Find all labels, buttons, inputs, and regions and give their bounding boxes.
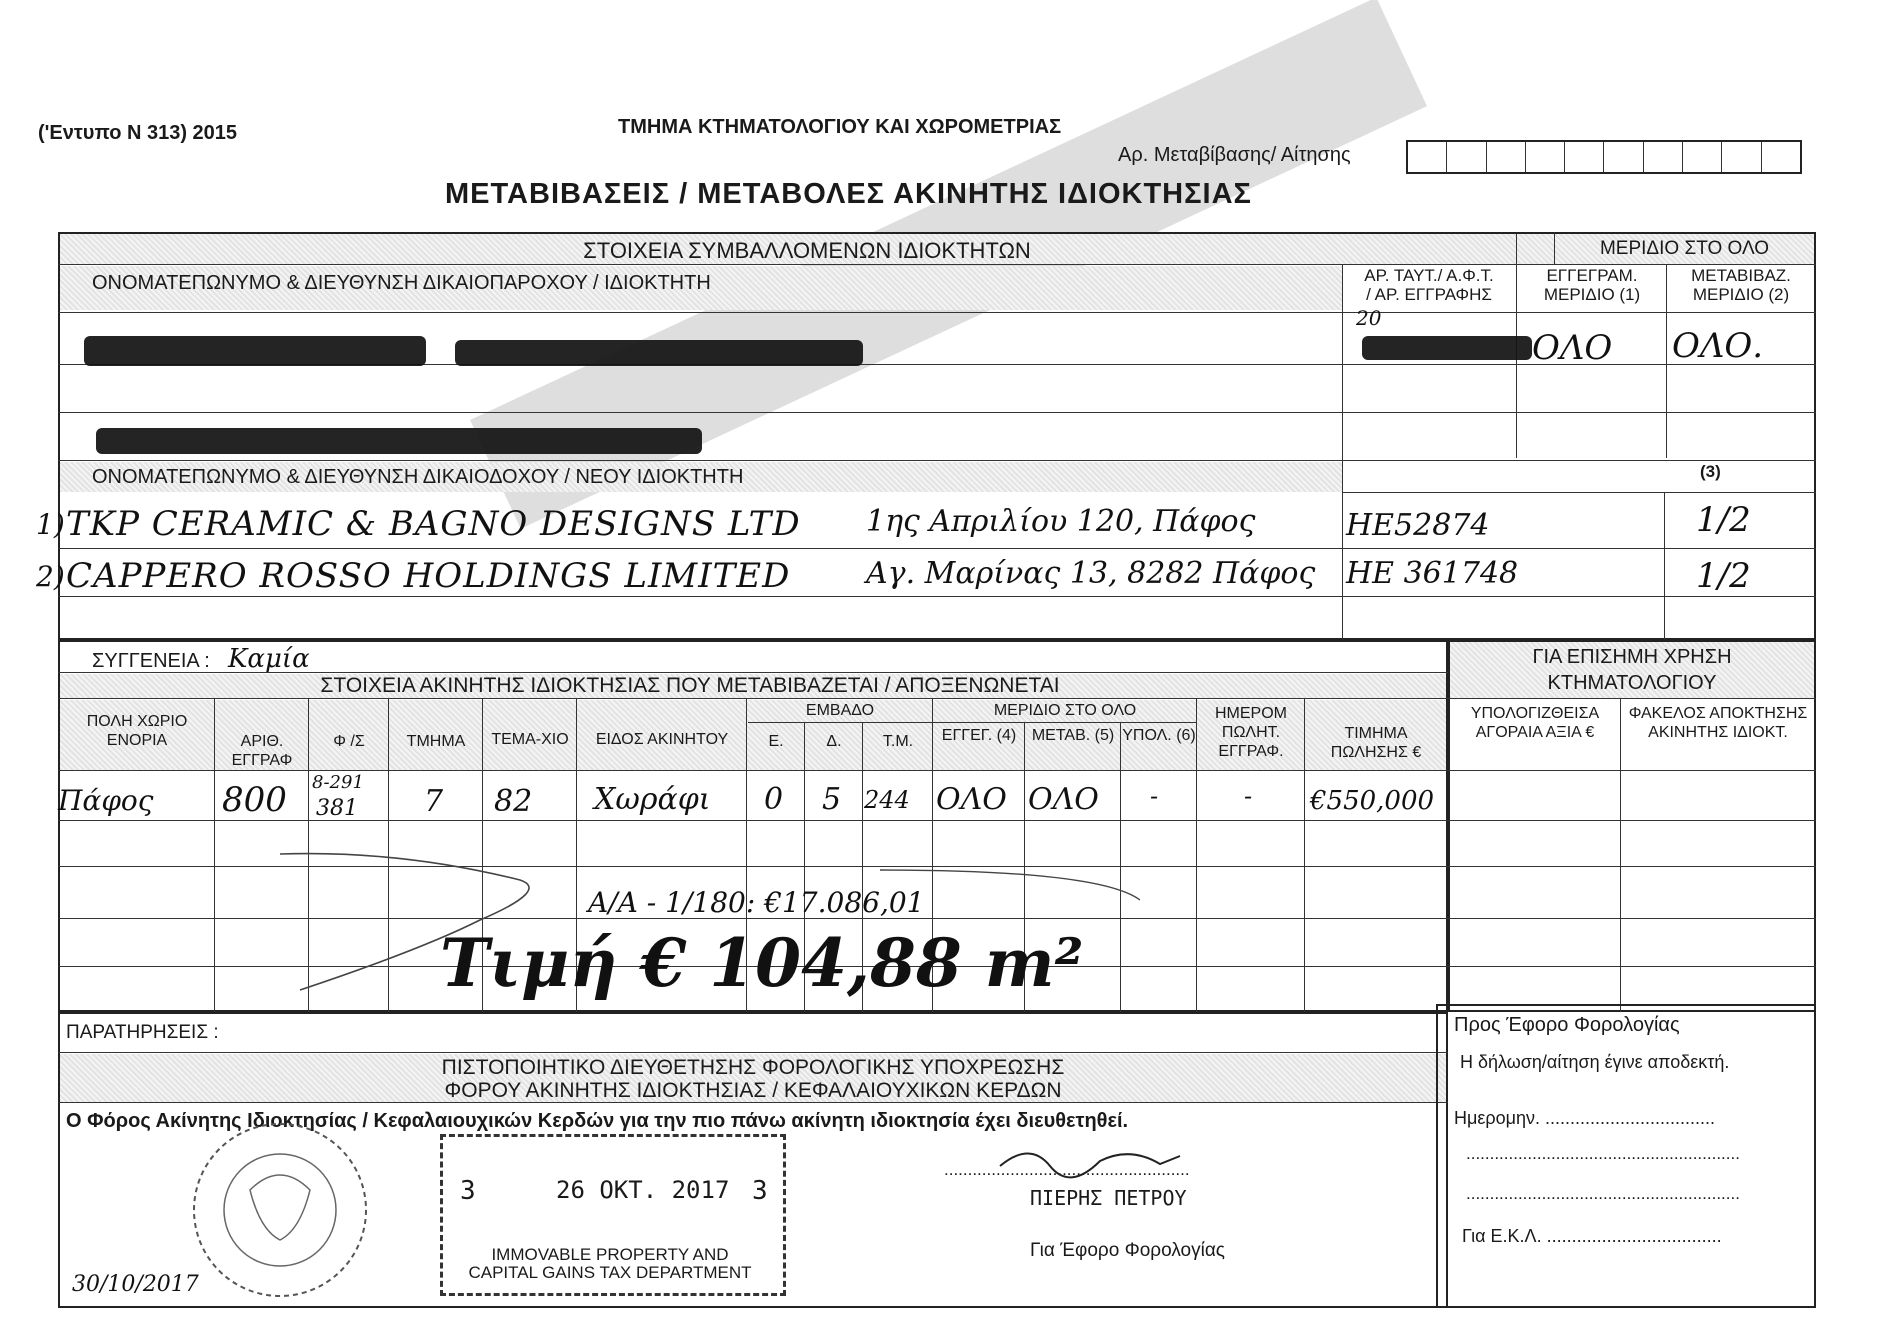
col-share-reg: ΕΓΓΕΓ. (4)	[941, 727, 1017, 744]
kinship-value: Καμία	[228, 644, 310, 674]
transfer-number-label: Αρ. Μεταβίβασης/ Αίτησης	[1118, 144, 1351, 166]
seller-id-partial: 20	[1356, 306, 1382, 330]
col-plot: ΤΕΜΑ-ΧΙΟ	[491, 731, 569, 748]
buyer-1-id: ΗΕ52874	[1346, 508, 1490, 543]
signatory-name: ΠΙΕΡΗΣ ΠΕΤΡΟΥ	[1030, 1186, 1187, 1210]
department-name: ΤΜΗΜΑ ΚΤΗΜΑΤΟΛΟΓΙΟΥ ΚΑΙ ΧΩΡΟΜΕΤΡΙΑΣ	[618, 116, 1062, 138]
col-sheet-plan: Φ /Σ	[333, 733, 365, 750]
property-share-trans: ΟΛΟ	[1028, 782, 1099, 817]
stamp-date: 26 ΟΚΤ. 2017	[556, 1176, 730, 1204]
property-area-d: 5	[822, 782, 842, 817]
property-type: Χωράφι	[594, 782, 711, 817]
property-sale-date: -	[1244, 782, 1253, 810]
price-per-sqm-note: Τιμή € 104,88 m²	[440, 924, 1084, 1002]
buyer-2-name: CAPPERO ROSSO HOLDINGS LIMITED	[66, 556, 791, 596]
property-reg-no: 800	[222, 780, 287, 820]
seller-header: ΟΝΟΜΑΤΕΠΩΝΥΜΟ & ΔΙΕΥΘΥΝΣΗ ΔΙΚΑΙΟΠΑΡΟΧΟΥ / ΙΔΙΟΚΤΗΤΗ	[92, 272, 711, 294]
acquisition-file-header: ΦΑΚΕΛΟΣ ΑΠΟΚΤΗΣΗΣ ΑΚΙΝΗΤΗΣ ΙΔΙΟΚΤ.	[1628, 705, 1808, 741]
eka-field: Για Ε.Κ.Λ. ...................................	[1462, 1226, 1722, 1246]
property-sale-price: €550,000	[1310, 786, 1435, 816]
market-value-header: ΥΠΟΛΟΓΙΖΘΕΙΣΑ ΑΓΟΡΑΙΑ ΑΞΙΑ €	[1470, 705, 1600, 741]
certificate-statement: Ο Φόρος Ακίνητης Ιδιοκτησίας / Κεφαλαιουχικών Κερδών για την πιο πάνω ακίνητη ιδιοκτησία έχει διευθετηθεί.	[66, 1110, 1129, 1132]
property-area-tm: 244	[864, 786, 910, 814]
property-sheet: 8-291	[312, 772, 364, 793]
col-area-e: Ε.	[768, 733, 784, 750]
buyer-2-id: ΗΕ 361748	[1346, 556, 1519, 591]
redacted-seller-name-2	[455, 340, 863, 366]
buyer-2-address: Αγ. Μαρίνας 13, 8282 Πάφος	[866, 556, 1316, 591]
redacted-seller-address	[96, 428, 702, 454]
area-header: ΕΜΒΑΔΟ	[805, 702, 875, 719]
property-note-line: Α/Α - 1/180: €17.086,01	[588, 886, 925, 919]
property-city: Πάφος	[58, 784, 154, 817]
accepted-statement: Η δήλωση/αίτηση έγινε αποδεκτή.	[1460, 1052, 1730, 1072]
col-block: ΤΜΗΜΑ	[406, 733, 466, 750]
buyer-header: ΟΝΟΜΑΤΕΠΩΝΥΜΟ & ΔΙΕΥΘΥΝΣΗ ΔΙΚΑΙΟΔΟΧΟΥ / ΝΕΟΥ ΙΔΙΟΚΤΗΤΗ	[92, 466, 744, 488]
col-area-tm: Τ.Μ.	[882, 733, 914, 750]
seller-registered-share: ΟΛΟ	[1532, 328, 1613, 368]
seller-transferred-share: ΟΛΟ.	[1672, 326, 1764, 366]
col-share-calc: ΥΠΟΛ. (6)	[1122, 727, 1196, 744]
signatory-role: Για Έφορο Φορολογίας	[1030, 1240, 1225, 1261]
id-header: ΑΡ. ΤΑΥΤ./ Α.Φ.Τ. / ΑΡ. ΕΓΓΡΑΦΗΣ	[1364, 266, 1494, 304]
registered-share-header: ΕΓΓΕΓΡΑΜ. ΜΕΡΙΔΙΟ (1)	[1543, 266, 1641, 304]
property-block: 7	[424, 784, 444, 819]
property-section-title: ΣΤΟΙΧΕΙΑ ΑΚΙΝΗΤΗΣ ΙΔΙΟΚΤΗΣΙΑΣ ΠΟΥ ΜΕΤΑΒΙΒΑΖΕΤΑΙ / ΑΠΟΞΕΝΩΝΕΤΑΙ	[320, 674, 1060, 697]
remarks-label: ΠΑΡΑΤΗΡΗΣΕΙΣ :	[66, 1022, 219, 1043]
property-share-reg: ΟΛΟ	[936, 782, 1007, 817]
officer-date-field: Ημερομην. ..................................	[1454, 1108, 1716, 1128]
official-use-title: ΓΙΑ ΕΠΙΣΗΜΗ ΧΡΗΣΗ ΚΤΗΜΑΤΟΛΟΓΙΟΥ	[1532, 646, 1732, 694]
property-share-calc: -	[1150, 782, 1159, 810]
stamp-number-left: 3	[460, 1176, 476, 1206]
transferred-share-header: ΜΕΤΑΒΙΒΑΖ. ΜΕΡΙΔΙΟ (2)	[1691, 266, 1791, 304]
col-property-type: ΕΙΔΟΣ ΑΚΙΝΗΤΟΥ	[595, 731, 729, 748]
col-share-trans: ΜΕΤΑΒ. (5)	[1031, 727, 1115, 744]
buyer-1-address: 1ης Απριλίου 120, Πάφος	[866, 504, 1256, 539]
officer-line-1: ..........................................................	[1466, 1144, 1740, 1163]
form-title: ΜΕΤΑΒΙΒΑΣΕΙΣ / ΜΕΤΑΒΟΛΕΣ ΑΚΙΝΗΤΗΣ ΙΔΙΟΚΤΗΣΙΑΣ	[445, 178, 1252, 210]
handwritten-date: 30/10/2017	[72, 1272, 199, 1297]
form-code: ('Εντυπο Ν 313) 2015	[38, 122, 238, 144]
col-area-d: Δ.	[826, 733, 842, 750]
certificate-title: ΠΙΣΤΟΠΟΙΗΤΙΚΟ ΔΙΕΥΘΕΤΗΣΗΣ ΦΟΡΟΛΟΓΙΚΗΣ ΥΠΟΧΡΕΩΣΗΣ ΦΟΡΟΥ ΑΚΙΝΗΤΗΣ ΙΔΙΟΚΤΗΣΙΑΣ / ΚΕΦΑΛΑΙΟΥΧΙΚΩΝ ΚΕΡΔΩΝ	[441, 1056, 1065, 1102]
buyer-share-note: (3)	[1700, 462, 1721, 481]
signature-scribble	[990, 1136, 1190, 1186]
col-sale-price: ΤΙΜΗΜΑ ΠΩΛΗΣΗΣ €	[1330, 725, 1422, 761]
buyer-2-number: 2)	[36, 560, 65, 593]
kinship-label: ΣΥΓΓΕΝΕΙΑ :	[92, 650, 210, 672]
buyer-1-share: 1/2	[1696, 500, 1751, 540]
redacted-seller-name	[84, 336, 426, 366]
to-tax-officer: Προς Έφορο Φορολογίας	[1454, 1014, 1680, 1036]
buyer-1-name: TKP CERAMIC & BAGNO DESIGNS LTD	[66, 504, 801, 544]
col-reg-no: ΑΡΙΘ. ΕΓΓΡΑΦ	[231, 733, 293, 769]
col-sale-date: ΗΜΕΡΟΜ ΠΩΛΗΤ. ΕΓΓΡΑΦ.	[1215, 705, 1287, 760]
stamp-number-right: 3	[752, 1176, 768, 1206]
col-city: ΠΟΛΗ ΧΩΡΙΟ ΕΝΟΡΙΑ	[86, 713, 188, 749]
property-area-e: 0	[764, 782, 784, 817]
redacted-seller-id	[1362, 336, 1532, 360]
property-plot: 82	[494, 784, 533, 819]
buyer-2-share: 1/2	[1696, 556, 1751, 596]
property-plan: 381	[316, 796, 358, 821]
transfer-number-boxes[interactable]	[1406, 140, 1802, 174]
stamp-department: IMMOVABLE PROPERTY AND CAPITAL GAINS TAX DEPARTMENT	[468, 1245, 752, 1282]
signature-line: ....................................................	[944, 1160, 1190, 1179]
officer-line-2: ..........................................................	[1466, 1184, 1740, 1203]
share-header: ΜΕΡΙΔΙΟ ΣΤΟ ΟΛΟ	[993, 702, 1137, 719]
share-section-title: ΜΕΡΙΔΙΟ ΣΤΟ ΟΛΟ	[1599, 238, 1770, 259]
owners-section-title: ΣΤΟΙΧΕΙΑ ΣΥΜΒΑΛΛΟΜΕΝΩΝ ΙΔΙΟΚΤΗΤΩΝ	[583, 238, 1031, 263]
buyer-1-number: 1)	[36, 508, 65, 541]
handwritten-strokes	[280, 840, 1140, 1020]
